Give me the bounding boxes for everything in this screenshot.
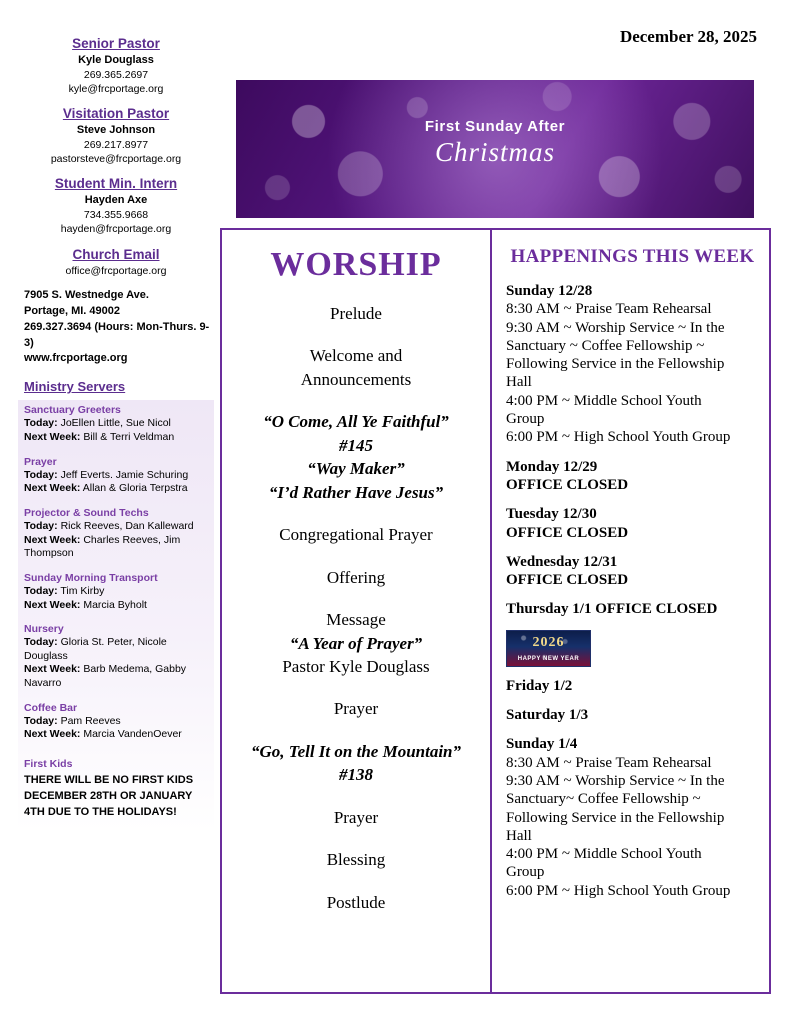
next-label: Next Week: (24, 482, 81, 495)
day-heading: Thursday 1/1 OFFICE CLOSED (506, 601, 718, 618)
group-title: Coffee Bar (24, 701, 78, 714)
day-friday-0102 (506, 677, 759, 695)
day-line: Sanctuary ~ Coffee Fellowship ~ (506, 337, 705, 354)
song-number-2: #138 (339, 765, 373, 785)
worship-item-songs-1 (230, 410, 482, 504)
group-today (24, 520, 206, 534)
today-label: Today: (24, 468, 58, 481)
today-names: Pam Reeves (60, 714, 121, 727)
banner-text (236, 118, 754, 168)
group-next-week (24, 482, 206, 496)
next-label: Next Week: (24, 431, 81, 444)
next-label: Next Week: (24, 663, 81, 676)
song-title-2: “Way Maker” (307, 459, 405, 479)
main-content-box (220, 228, 771, 994)
contact-name: Hayden Axe (84, 194, 148, 207)
new-year-subtitle: HAPPY NEW YEAR (517, 655, 580, 662)
day-line: 6:00 PM ~ High School Youth Group (506, 882, 731, 899)
day-line: Following Service in the Fellowship (506, 356, 725, 373)
contact-phone: 269.365.2697 (83, 68, 149, 81)
next-label: Next Week: (24, 533, 81, 546)
group-title: Nursery (24, 623, 64, 636)
today-label: Today: (24, 519, 58, 532)
song-title-3: “I’d Rather Have Jesus” (268, 482, 444, 502)
contact-email[interactable]: hayden@frcportage.org (60, 223, 172, 236)
banner-line-1: First Sunday After (424, 118, 566, 135)
worship-item-blessing: Blessing (326, 850, 386, 870)
group-next-week (24, 728, 206, 742)
christmas-banner-image (236, 80, 754, 218)
ministry-servers-panel (18, 400, 214, 830)
contact-visitation-pastor (18, 106, 214, 166)
contact-student-min-intern (18, 176, 214, 236)
sidebar (18, 36, 214, 831)
happenings-title: HAPPENINGS THIS WEEK (510, 246, 755, 267)
group-today (24, 715, 206, 729)
contact-email[interactable]: pastorsteve@frcportage.org (50, 153, 182, 166)
next-names: Allan & Gloria Terpstra (82, 482, 188, 495)
contact-church-email (18, 247, 214, 278)
worship-item-message (230, 608, 482, 678)
contact-email[interactable]: kyle@frcportage.org (68, 83, 164, 96)
first-kids-body: THERE WILL BE NO FIRST KIDS DECEMBER 28TH OR JANUARY 4TH DUE TO THE HOLIDAYS! (24, 774, 194, 818)
contact-phone: 734.355.9668 (83, 209, 149, 222)
day-line: 8:30 AM ~ Praise Team Rehearsal (506, 301, 712, 318)
contact-name: Kyle Douglass (78, 54, 154, 66)
server-group-transport (24, 572, 214, 612)
message-title: “A Year of Prayer” (289, 633, 423, 653)
day-monday-1229 (506, 458, 759, 495)
group-today (24, 417, 206, 431)
day-line: Following Service in the Fellowship (506, 809, 725, 826)
day-saturday-0103 (506, 706, 759, 724)
banner-line-2: Christmas (434, 137, 556, 167)
day-line: 8:30 AM ~ Praise Team Rehearsal (506, 754, 712, 771)
day-heading: Wednesday 12/31 (506, 553, 618, 570)
group-next-week (24, 431, 206, 445)
next-names: Barb Medema, Gabby Navarro (24, 663, 187, 690)
next-label: Next Week: (24, 728, 81, 741)
day-line: OFFICE CLOSED (506, 524, 629, 541)
day-line: Group (506, 411, 545, 428)
day-line: Sanctuary~ Coffee Fellowship ~ (506, 791, 701, 808)
contact-title: Senior Pastor (72, 36, 160, 51)
group-title: Sanctuary Greeters (24, 404, 121, 417)
group-title: Projector & Sound Techs (24, 506, 149, 519)
day-line: Hall (506, 374, 532, 391)
next-names: Marcia VandenOever (83, 728, 182, 741)
today-label: Today: (24, 584, 58, 597)
new-year-year: 2026 (532, 634, 565, 650)
day-wednesday-1231 (506, 553, 759, 590)
contact-title: Visitation Pastor (62, 106, 170, 122)
contact-title: Church Email (72, 246, 160, 262)
day-line: 9:30 AM ~ Worship Service ~ In the (506, 772, 725, 789)
new-year-2026-image (506, 630, 591, 667)
address-city: Portage, MI. 49002 (24, 304, 120, 317)
worship-item-line: Announcements (300, 369, 412, 389)
group-next-week (24, 534, 206, 561)
today-label: Today: (24, 714, 58, 727)
contact-senior-pastor (18, 36, 214, 96)
today-names: Tim Kirby (60, 584, 105, 597)
worship-item-prayer-2: Prayer (333, 807, 379, 827)
address-website[interactable]: www.frcportage.org (24, 352, 128, 365)
day-tuesday-1230 (506, 505, 759, 542)
happenings-column (492, 230, 769, 992)
worship-item-prayer-1: Prayer (333, 699, 379, 719)
day-line: OFFICE CLOSED (506, 572, 629, 589)
song-title-1: “O Come, All Ye Faithful” (263, 412, 449, 432)
today-names: Jeff Everts. Jamie Schuring (60, 468, 189, 481)
day-heading: Friday 1/2 (506, 677, 573, 694)
group-today (24, 469, 206, 483)
server-group-nursery (24, 623, 214, 691)
contact-email[interactable]: office@frcportage.org (65, 264, 167, 277)
day-heading: Monday 12/29 (506, 458, 598, 475)
message-speaker: Pastor Kyle Douglass (282, 656, 430, 676)
today-label: Today: (24, 417, 58, 430)
group-next-week (24, 663, 206, 690)
contact-name: Steve Johnson (76, 124, 156, 137)
day-line: Group (506, 864, 545, 881)
day-line: 4:00 PM ~ Middle School Youth (506, 846, 702, 863)
message-label: Message (326, 610, 386, 630)
next-label: Next Week: (24, 598, 81, 611)
group-title: Sunday Morning Transport (24, 571, 158, 584)
song-number-1: #145 (339, 435, 373, 455)
next-names: Marcia Byholt (83, 598, 147, 611)
ministry-servers-title: Ministry Servers (24, 379, 126, 395)
group-today (24, 636, 206, 663)
day-line: 9:30 AM ~ Worship Service ~ In the (506, 319, 725, 336)
worship-item-congregational-prayer: Congregational Prayer (279, 525, 433, 545)
next-names: Bill & Terri Veldman (83, 431, 175, 444)
worship-item-welcome (230, 344, 482, 391)
server-group-coffee-bar (24, 702, 214, 742)
worship-title: WORSHIP (270, 246, 442, 283)
song-title-4: “Go, Tell It on the Mountain” (250, 741, 462, 761)
worship-item-songs-2 (230, 740, 482, 787)
today-names: JoEllen Little, Sue Nicol (60, 417, 171, 430)
worship-column (222, 230, 492, 992)
day-heading: Sunday 1/4 (506, 736, 578, 753)
day-heading: Tuesday 12/30 (506, 506, 597, 523)
day-heading: Saturday 1/3 (506, 707, 589, 724)
address-street: 7905 S. Westnedge Ave. (24, 288, 149, 301)
church-address (24, 288, 214, 368)
contact-title: Student Min. Intern (54, 176, 178, 192)
group-title: Prayer (24, 455, 57, 468)
day-line: 6:00 PM ~ High School Youth Group (506, 429, 731, 446)
today-names: Rick Reeves, Dan Kalleward (60, 519, 194, 532)
today-names: Gloria St. Peter, Nicole Douglass (24, 636, 167, 662)
bulletin-date: December 28, 2025 (619, 27, 757, 46)
day-line: 4:00 PM ~ Middle School Youth (506, 392, 702, 409)
group-next-week (24, 599, 206, 613)
worship-item-line: Welcome and (309, 346, 403, 366)
day-heading: Sunday 12/28 (506, 283, 593, 299)
address-phone-hours: 269.327.3694 (Hours: Mon-Thurs. 9-3) (24, 320, 210, 349)
first-kids-notice (24, 758, 214, 821)
worship-item-postlude: Postlude (326, 892, 386, 912)
server-group-greeters (24, 404, 214, 444)
next-names: Charles Reeves, Jim Thompson (24, 533, 181, 560)
first-kids-title: First Kids (24, 758, 73, 771)
worship-item-prelude: Prelude (330, 304, 382, 323)
server-group-projector-sound (24, 507, 214, 561)
server-group-prayer (24, 456, 214, 496)
day-line: OFFICE CLOSED (506, 476, 629, 493)
day-sunday-0104 (506, 735, 759, 900)
today-label: Today: (24, 636, 58, 649)
contact-phone: 269.217.8977 (83, 139, 149, 152)
day-sunday-1228 (506, 282, 759, 447)
day-line: Hall (506, 827, 532, 844)
group-today (24, 585, 206, 599)
worship-item-offering: Offering (326, 567, 386, 587)
day-thursday-0101 (506, 600, 759, 618)
